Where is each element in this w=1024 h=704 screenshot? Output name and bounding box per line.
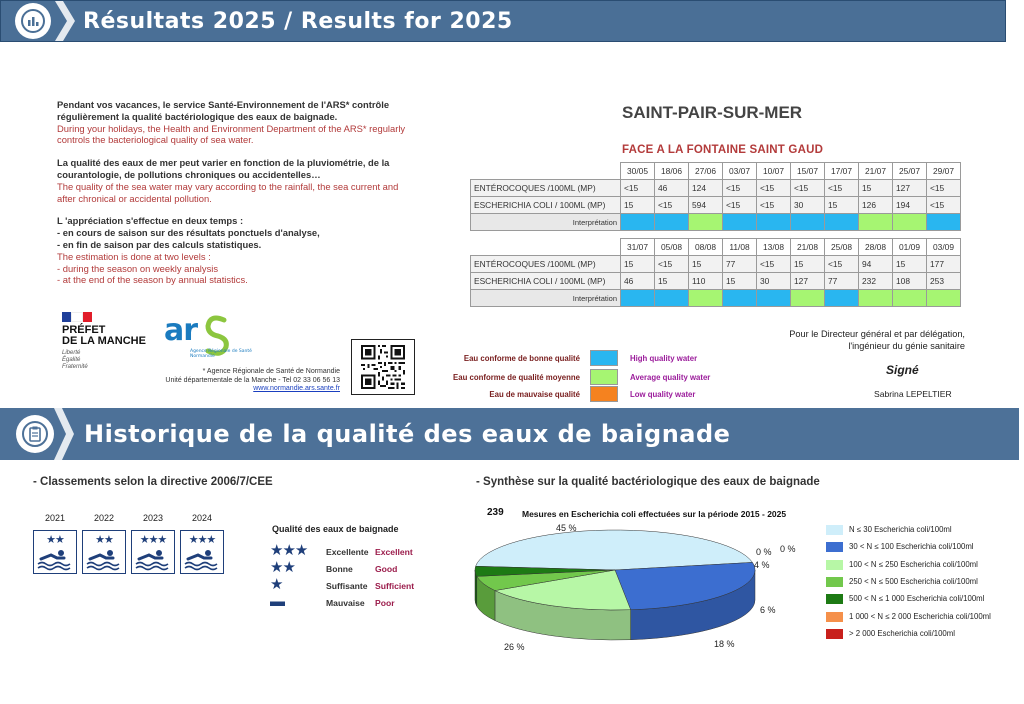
date-cell: 15/07 (791, 163, 825, 180)
ecoli-cell: 108 (893, 273, 927, 290)
star-rating-icon: ★★ (270, 559, 295, 576)
prefet-line2: DE LA MANCHE (62, 335, 146, 347)
quality-legend-title: Qualité des eaux de baignade (272, 524, 399, 534)
intro-p1-fr: Pendant vos vacances, le service Santé-Environnement de l'ARS* contrôle régulièrement la qualité bactériologique des eaux de baignade. (57, 99, 390, 122)
intro-p3-en-b: - at the end of the season by annual statistics. (57, 274, 248, 286)
french-flag-icon (62, 312, 92, 322)
ecoli-cell: 126 (859, 197, 893, 214)
pie-legend-swatch (826, 612, 843, 622)
entero-cell: 15 (621, 256, 655, 273)
date-cell: 21/07 (859, 163, 893, 180)
ecoli-label: ESCHERICHIA COLI / 100ML (MP) (471, 197, 621, 214)
pie-legend-swatch (826, 542, 843, 552)
intro-p3-fr-b: - en fin de saison par des calculs statistiques. (57, 238, 262, 250)
ecoli-cell: <15 (927, 197, 961, 214)
interp-cell (689, 290, 723, 307)
quality-label-fr: Mauvaise (326, 598, 365, 608)
pie-legend-label: 100 < N ≤ 250 Escherichia coli/100ml (849, 559, 978, 569)
classification-badge (180, 530, 224, 574)
date-cell: 21/08 (791, 239, 825, 256)
interp-cell (893, 214, 927, 231)
entero-cell: 124 (689, 180, 723, 197)
interp-cell (791, 290, 825, 307)
interp-label: Interprétation (471, 214, 621, 231)
star-rating-icon: ★★ (46, 534, 64, 546)
entero-cell: 94 (859, 256, 893, 273)
signature-block (740, 328, 965, 352)
pie-legend-row (826, 592, 1016, 606)
table-row (471, 180, 961, 197)
ecoli-cell: 15 (655, 273, 689, 290)
pie-legend-swatch (826, 560, 843, 570)
date-cell: 31/07 (621, 239, 655, 256)
entero-cell: <15 (655, 256, 689, 273)
table-row (471, 290, 961, 307)
ecoli-cell: 110 (689, 273, 723, 290)
interp-cell (757, 214, 791, 231)
pie-legend-row (826, 523, 1016, 537)
pie-legend-label: > 2 000 Escherichia coli/100ml (849, 628, 955, 638)
entero-cell: 15 (791, 256, 825, 273)
quality-label-fr: Excellente (326, 547, 369, 557)
pie-percent-label: 18 % (714, 639, 735, 649)
pie-legend-label: 250 < N ≤ 500 Escherichia coli/100ml (849, 576, 978, 586)
star-rating-icon: ★★★ (139, 534, 167, 546)
pie-legend-label: 30 < N ≤ 100 Escherichia coli/100ml (849, 542, 974, 552)
date-cell: 05/08 (655, 239, 689, 256)
entero-cell: <15 (723, 180, 757, 197)
quality-label-en: Poor (375, 598, 395, 608)
signed-label: Signé (886, 363, 919, 377)
entero-cell: <15 (927, 180, 961, 197)
date-cell: 10/07 (757, 163, 791, 180)
legend-label-en: Average quality water (630, 373, 711, 382)
date-cell: 13/08 (757, 239, 791, 256)
signature-line1: Pour le Directeur général et par délégation, (789, 329, 965, 339)
banner-chevron (54, 408, 76, 460)
ars-logo (164, 312, 252, 359)
site-title: FACE A LA FONTAINE SAINT GAUD (622, 144, 824, 156)
bar-chart-icon (15, 3, 51, 39)
ars-address-line1: * Agence Régionale de Santé de Normandie (202, 368, 340, 375)
entero-cell: <15 (757, 256, 791, 273)
ecoli-cell: 253 (927, 273, 961, 290)
pie-legend-label: N ≤ 30 Escherichia coli/100ml (849, 525, 952, 534)
legend-label-en: Low quality water (630, 390, 696, 399)
ars-address (140, 368, 340, 394)
banner-title: Résultats 2025 / Results for 2025 (83, 8, 513, 34)
year-label: 2022 (93, 513, 115, 523)
classification-badge (131, 530, 175, 574)
classements-title: - Classements selon la directive 2006/7/CEE (33, 476, 273, 488)
ecoli-cell: 15 (723, 273, 757, 290)
entero-cell: <15 (825, 180, 859, 197)
star-rating-icon: ★★★ (270, 542, 308, 559)
legend-row (420, 386, 730, 402)
pie-legend-label: 1 000 < N ≤ 2 000 Escherichia coli/100ml (849, 611, 991, 621)
prefet-line1: PRÉFET (62, 324, 106, 336)
ecoli-cell: 46 (621, 273, 655, 290)
table-corner (471, 239, 621, 256)
pie-percent-label: 45 % (556, 523, 577, 533)
legend-label-en: High quality water (630, 354, 698, 363)
qr-code-icon[interactable] (351, 339, 415, 395)
pie-legend-swatch (826, 577, 843, 587)
banner-chevron (55, 1, 77, 41)
date-cell: 08/08 (689, 239, 723, 256)
swimmer-icon (184, 548, 220, 570)
swimmer-icon (37, 548, 73, 570)
ecoli-cell: 15 (621, 197, 655, 214)
entero-label: ENTÉROCOQUES /100ML (MP) (471, 180, 621, 197)
legend-label-fr: Eau conforme de qualité moyenne (453, 373, 580, 382)
date-cell: 25/07 (893, 163, 927, 180)
quality-label-fr: Bonne (326, 564, 353, 574)
pie-slice (476, 530, 753, 570)
results-table-2 (470, 238, 961, 307)
quality-label-fr: Suffisante (326, 581, 368, 591)
pie-percent-label: 4 % (754, 560, 770, 570)
banner-title: Historique de la qualité des eaux de baignade (84, 420, 731, 448)
intro-p3-fr: L 'appréciation s'effectue en deux temps : (57, 215, 244, 227)
interp-cell (825, 214, 859, 231)
entero-cell: 15 (893, 256, 927, 273)
swimmer-icon (135, 548, 171, 570)
interp-cell (927, 214, 961, 231)
ecoli-label: ESCHERICHIA COLI / 100ML (MP) (471, 273, 621, 290)
entero-cell: 77 (723, 256, 757, 273)
star-rating-icon: ★ (270, 576, 283, 593)
date-cell: 30/05 (621, 163, 655, 180)
svg-text:Agence Régionale de Santé: Agence Régionale de Santé (190, 349, 252, 354)
intro-p1-en: During your holidays, the Health and Environment Department of the ARS* regularly controls the bacteriological quality of sea water. (57, 122, 406, 146)
measure-count: 239 (487, 507, 504, 518)
ecoli-cell: <15 (723, 197, 757, 214)
ars-website-link[interactable]: www.normandie.ars.sante.fr (253, 385, 340, 393)
results-banner (0, 0, 1006, 42)
entero-cell: <15 (825, 256, 859, 273)
star-rating-icon: ▬ (270, 593, 284, 610)
interp-cell (859, 214, 893, 231)
entero-cell: <15 (621, 180, 655, 197)
interp-cell (655, 214, 689, 231)
date-cell: 17/07 (825, 163, 859, 180)
date-cell: 01/09 (893, 239, 927, 256)
intro-p3-en: The estimation is done at two levels : (57, 250, 211, 262)
ecoli-cell: 194 (893, 197, 927, 214)
ecoli-cell: 77 (825, 273, 859, 290)
date-cell: 28/08 (859, 239, 893, 256)
table-row (471, 273, 961, 290)
intro-p3-en-a: - during the season on weekly analysis (57, 262, 219, 274)
year-label: 2024 (191, 513, 213, 523)
quality-label-en: Good (375, 564, 398, 574)
pie-legend-swatch (826, 525, 843, 535)
legend-swatch (590, 369, 618, 385)
pie-percent-label: 6 % (760, 605, 776, 615)
pie-legend-row (826, 575, 1016, 589)
interp-cell (825, 290, 859, 307)
ecoli-cell: <15 (655, 197, 689, 214)
ecoli-cell: 127 (791, 273, 825, 290)
pie-percent-label: 0 % (756, 547, 772, 557)
signature-line2: l'ingénieur du génie sanitaire (848, 341, 965, 351)
ecoli-cell: 232 (859, 273, 893, 290)
prefet-logo (62, 312, 157, 371)
pie-legend-row (826, 540, 1016, 554)
pie-percent-label: 26 % (504, 642, 525, 652)
entero-cell: <15 (757, 180, 791, 197)
place-title: SAINT-PAIR-SUR-MER (622, 103, 803, 122)
entero-cell: 177 (927, 256, 961, 273)
entero-label: ENTÉROCOQUES /100ML (MP) (471, 256, 621, 273)
pie-legend-swatch (826, 629, 843, 639)
date-cell: 29/07 (927, 163, 961, 180)
interp-cell (927, 290, 961, 307)
legend-row (420, 369, 730, 385)
table-row (471, 214, 961, 231)
date-cell: 27/06 (689, 163, 723, 180)
year-label: 2021 (44, 513, 66, 523)
ecoli-cell: <15 (757, 197, 791, 214)
intro-p2-fr: La qualité des eaux de mer peut varier en fonction de la pluviométrie, de la courantologie, de pollutions chroniques ou accidentelles… (57, 157, 390, 180)
clipboard-icon (16, 415, 54, 453)
date-cell: 18/06 (655, 163, 689, 180)
pie-legend-row (826, 627, 1016, 641)
interp-cell (621, 214, 655, 231)
ecoli-pie-chart (440, 512, 800, 662)
prefet-motto-3: Fraternité (62, 364, 88, 370)
pie-legend-row (826, 558, 1016, 572)
classification-badge (82, 530, 126, 574)
pie-legend-row (826, 610, 1016, 624)
interp-cell (791, 214, 825, 231)
date-cell: 25/08 (825, 239, 859, 256)
legend-label-fr: Eau conforme de bonne qualité (463, 354, 580, 363)
interp-cell (621, 290, 655, 307)
prefet-motto-2: Égalité (62, 357, 81, 363)
entero-cell: 15 (859, 180, 893, 197)
history-banner (0, 408, 1019, 460)
table-row (471, 239, 961, 256)
entero-cell: 46 (655, 180, 689, 197)
interp-cell (723, 290, 757, 307)
table-corner (471, 163, 621, 180)
interp-cell (757, 290, 791, 307)
svg-text:Normandie: Normandie (190, 354, 215, 359)
date-cell: 03/09 (927, 239, 961, 256)
synthese-title: - Synthèse sur la qualité bactériologique des eaux de baignade (476, 476, 820, 488)
pie-legend-label: 500 < N ≤ 1 000 Escherichia coli/100ml (849, 594, 985, 604)
ecoli-cell: 30 (791, 197, 825, 214)
svg-text:ar: ar (164, 313, 198, 348)
pie-chart-title: Mesures en Escherichia coli effectuées sur la période 2015 - 2025 (522, 509, 787, 519)
ecoli-cell: 594 (689, 197, 723, 214)
legend-label-fr: Eau de mauvaise qualité (489, 390, 580, 399)
interp-cell (859, 290, 893, 307)
results-table-1 (470, 162, 961, 231)
legend-swatch (590, 350, 618, 366)
legend-swatch (590, 386, 618, 402)
entero-cell: 127 (893, 180, 927, 197)
entero-cell: <15 (791, 180, 825, 197)
classification-badge (33, 530, 77, 574)
prefet-motto-1: Liberté (62, 350, 81, 356)
interp-label: Interprétation (471, 290, 621, 307)
ecoli-cell: 15 (825, 197, 859, 214)
intro-text (57, 99, 417, 286)
table-row (471, 256, 961, 273)
star-rating-icon: ★★★ (188, 534, 216, 546)
pie-legend-swatch (826, 594, 843, 604)
year-label: 2023 (142, 513, 164, 523)
interp-cell (723, 214, 757, 231)
entero-cell: 15 (689, 256, 723, 273)
pie-percent-label: 0 % (780, 544, 796, 554)
star-rating-icon: ★★ (95, 534, 113, 546)
intro-p3-fr-a: - en cours de saison sur des résultats ponctuels d'analyse, (57, 227, 320, 239)
date-cell: 03/07 (723, 163, 757, 180)
quality-label-en: Excellent (375, 547, 413, 557)
ecoli-cell: 30 (757, 273, 791, 290)
interp-cell (655, 290, 689, 307)
quality-label-en: Sufficient (375, 581, 415, 591)
intro-p2-en: The quality of the sea water may vary according to the rainfall, the sea current and after chronical or accidental pollution. (57, 180, 399, 204)
legend-row (420, 350, 730, 366)
interp-cell (689, 214, 723, 231)
ars-address-line2: Unité départementale de la Manche - Tel 02 33 06 56 13 (165, 376, 340, 384)
interp-cell (893, 290, 927, 307)
swimmer-icon (86, 548, 122, 570)
table-row (471, 163, 961, 180)
table-row (471, 197, 961, 214)
signer-name: Sabrina LEPELTIER (874, 389, 952, 399)
date-cell: 11/08 (723, 239, 757, 256)
